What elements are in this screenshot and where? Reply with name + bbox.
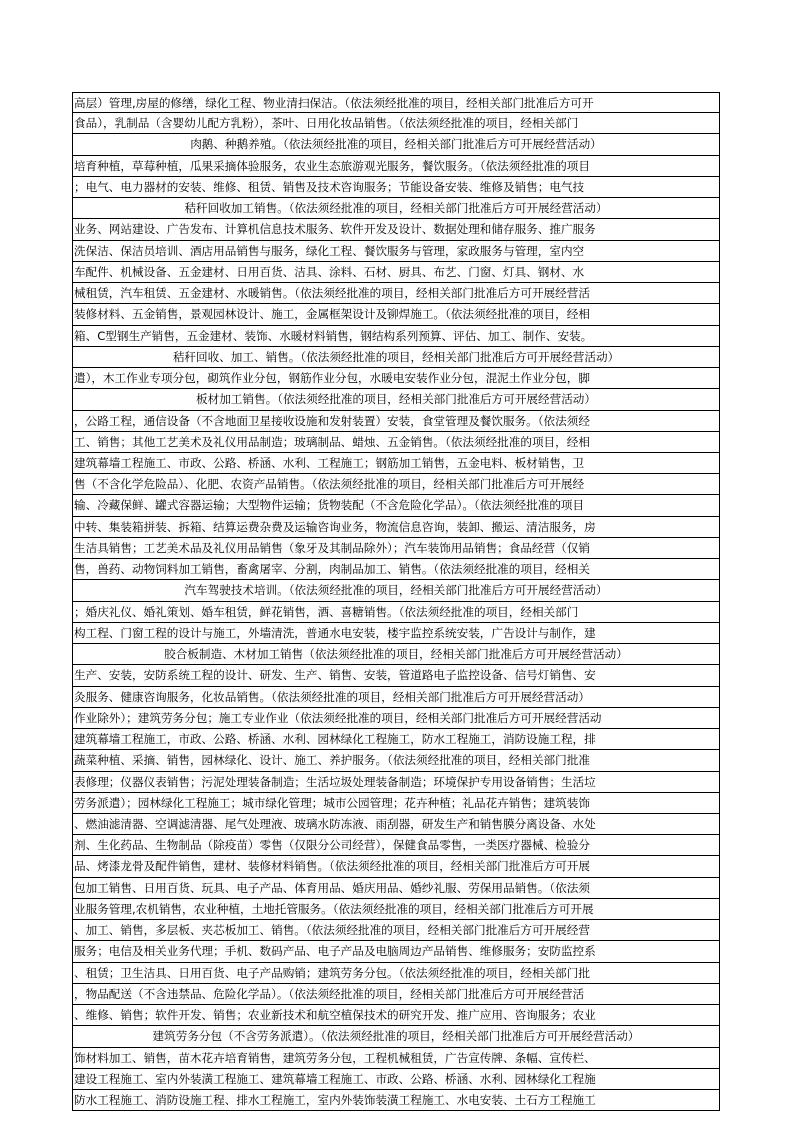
business-scope-text: 生洁具销售；工艺美术品及礼仪用品销售（象牙及其制品除外）；汽车装饰用品销售；食品经营（仅销 <box>74 540 590 555</box>
business-scope-text: 生产、安装，安防系统工程的设计、研发、生产、销售、安装，管道路电子监控设备、信号灯销售、安 <box>74 668 596 683</box>
business-scope-text: 业服务管理,农机销售，农业种植，土地托管服务。（依法须经批准的项目，经相关部门批准后方可开展 <box>74 901 594 916</box>
table-row <box>73 708 719 729</box>
business-scope-text: 构工程、门窗工程的设计与施工，外墙清洗，普通水电安装，楼宇监控系统安装，广告设计与制作，建 <box>74 625 596 640</box>
table-row <box>73 219 719 240</box>
business-scope-text: 遣），木工作业专项分包，砌筑作业分包，钢筋作业分包，水暖电安装作业分包，混泥土作业分包，脚 <box>74 371 590 386</box>
business-scope-text: 、燃油滤清器、空调滤清器、尾气处理液、玻璃水防冻液、雨刮器，研发生产和销售膜分离设备、水处 <box>74 816 596 831</box>
business-scope-text: 秸秆回收、加工、销售。（依法须经批准的项目，经相关部门批准后方可开展经营活动） <box>172 349 620 364</box>
business-scope-text: 械租赁，汽车租赁、五金建材、水暖销售。（依法须经批准的项目，经相关部门批准后方可开展经营活 <box>74 286 590 301</box>
table-row <box>73 772 719 793</box>
table-row <box>73 750 719 771</box>
table-row <box>73 432 719 453</box>
table-row <box>73 920 719 941</box>
business-scope-table <box>72 92 720 1111</box>
business-scope-text: 车配件、机械设备、五金建材、日用百货、洁具、涂料、石材、厨具、布艺、门窗、灯具、钢材、水 <box>74 264 585 279</box>
table-row <box>73 389 719 410</box>
table-row <box>73 729 719 750</box>
table-row <box>73 347 719 368</box>
business-scope-text: 售，兽药、动物饲料加工销售，畜禽屠宰、分割，肉制品加工、销售。（依法须经批准的项目，经相关 <box>74 562 590 577</box>
table-row <box>73 665 719 686</box>
table-row <box>73 304 719 325</box>
business-scope-text: 建筑幕墙工程施工，市政、公路、桥涵、水利、园林绿化工程施工，防水工程施工，消防设施工程，排 <box>74 732 596 747</box>
business-scope-text: 、维修、销售；软件开发、销售；农业新技术和航空植保技术的研究开发、推广应用、咨询服务；农业 <box>74 1008 596 1023</box>
business-scope-text: ；婚庆礼仪、婚礼策划、婚车租赁，鲜花销售，酒、喜糖销售。（依法须经批准的项目，经相关部门 <box>74 604 579 619</box>
table-row <box>73 283 719 304</box>
business-scope-text: 箱、C型钢生产销售，五金建材、装饰、水暖材料销售，钢结构系列预算、评估、加工、制作、安装。 <box>74 328 593 343</box>
table-row <box>73 835 719 856</box>
business-scope-text: ，公路工程，通信设备（不含地面卫星接收设施和发射装置）安装，食堂管理及餐饮服务。（依法须经 <box>74 413 590 428</box>
business-scope-text: 业务、网站建设、广告发布、计算机信息技术服务、软件开发及设计、数据处理和储存服务、推广服务 <box>74 222 596 237</box>
table-row <box>73 856 719 877</box>
business-scope-text: 表修理；仪器仪表销售；污泥处理装备制造；生活垃圾处理装备制造；环境保护专用设备销售；生活垃 <box>74 774 596 789</box>
business-scope-text: 蔬菜种植、采摘、销售，园林绿化、设计、施工、养护服务。（依法须经批准的项目，经相关部门批准 <box>74 753 590 768</box>
table-row <box>73 92 719 113</box>
table-row <box>73 580 719 601</box>
business-scope-text: 防水工程施工、消防设施工程、排水工程施工，室内外装饰装潢工程施工、水电安装、土石方工程施工 <box>74 1093 596 1108</box>
business-scope-text: 、租赁；卫生洁具、日用百货、电子产品购销；建筑劳务分包。（依法须经批准的项目，经相关部门批 <box>74 965 590 980</box>
table-row <box>73 1069 719 1090</box>
business-scope-text: 汽车驾驶技术培训。（依法须经批准的项目，经相关部门批准后方可开展经营活动） <box>184 583 608 598</box>
table-row <box>73 1048 719 1069</box>
business-scope-text: 装修材料、五金销售，景观园林设计、施工，金属框架设计及铆焊施工。（依法须经批准的项目，经相 <box>74 307 590 322</box>
table-row <box>73 793 719 814</box>
table-row <box>73 984 719 1005</box>
table-row <box>73 326 719 347</box>
table-row <box>73 134 719 155</box>
business-scope-text: 秸秆回收加工销售。（依法须经批准的项目，经相关部门批准后方可开展经营活动） <box>184 201 608 216</box>
business-scope-text: 劳务派遣）；园林绿化工程施工；城市绿化管理；城市公园管理；花卉种植；礼品花卉销售；建筑装饰 <box>74 795 590 810</box>
table-row <box>73 878 719 899</box>
business-scope-text: 洗保洁、保洁员培训、酒店用品销售与服务，绿化工程、餐饮服务与管理，家政服务与管理，室内空 <box>74 243 585 258</box>
business-scope-text: 品、烤漆龙骨及配件销售，建材、装修材料销售。（依法须经批准的项目，经相关部门批准后方可开展 <box>74 859 590 874</box>
table-row <box>73 941 719 962</box>
table-row <box>73 453 719 474</box>
table-row <box>73 1005 719 1026</box>
business-scope-text: 中转、集装箱拼装、拆箱、结算运费杂费及运输咨询业务，物流信息咨询，装卸、搬运、清洁服务，房 <box>74 519 596 534</box>
business-scope-text: 、加工、销售，多层板、夹芯板加工、销售。（依法须经批准的项目，经相关部门批准后方可开展经营 <box>74 923 590 938</box>
table-row <box>73 687 719 708</box>
business-scope-text: 工、销售；其他工艺美术及礼仪用品制造；玻璃制品、蜡烛、五金销售。（依法须经批准的项目，经相 <box>74 434 590 449</box>
business-scope-text: 胶合板制造、木材加工销售（依法须经批准的项目，经相关部门批准后方可开展经营活动） <box>164 647 628 662</box>
table-row <box>73 602 719 623</box>
table-row <box>73 262 719 283</box>
table-row <box>73 411 719 432</box>
business-scope-text: 建设工程施工、室内外装潢工程施工、建筑幕墙工程施工、市政、公路、桥涵、水利、园林绿化工程施 <box>74 1071 596 1086</box>
business-scope-text: 剂、生化药品、生物制品（除疫苗）零售（仅限分公司经营），保健食品零售，一类医疗器械、检验分 <box>74 838 590 853</box>
business-scope-text: 售（不含化学危险品）、化肥、农资产品销售。（依法须经批准的项目，经相关部门批准后方可开展经 <box>74 477 585 492</box>
business-scope-text: 输、冷藏保鲜、罐式容器运输；大型物件运输；货物装配（不含危险化学品）。（依法须经批准的项目 <box>74 498 585 513</box>
table-row <box>73 517 719 538</box>
business-scope-text: 食品），乳制品（含婴幼儿配方乳粉），茶叶、日用化妆品销售。（依法须经批准的项目，经相关部门 <box>74 116 579 131</box>
table-row <box>73 1026 719 1047</box>
business-scope-text: 建筑劳务分包（不含劳务派遣）。（依法须经批准的项目，经相关部门批准后方可开展经营活动） <box>152 1029 640 1044</box>
table-row <box>73 113 719 134</box>
business-scope-text: 建筑幕墙工程施工、市政、公路、桥涵、水利、工程施工；钢筋加工销售，五金电料、板材销售，卫 <box>74 455 585 470</box>
business-scope-text: ，物品配送（不含违禁品、危险化学品）。（依法须经批准的项目，经相关部门批准后方可开展经营活 <box>74 986 585 1001</box>
business-scope-text: 板材加工销售。（依法须经批准的项目，经相关部门批准后方可开展经营活动） <box>196 392 596 407</box>
business-scope-text: 灸服务、健康咨询服务，化妆品销售。（依法须经批准的项目，经相关部门批准后方可开展经营活动） <box>74 689 590 704</box>
business-scope-text: 肉鹅、种鹅养殖。（依法须经批准的项目，经相关部门批准后方可开展经营活动） <box>190 137 602 152</box>
table-row <box>73 241 719 262</box>
table-row <box>73 814 719 835</box>
business-scope-text: 高层）管理,房屋的修缮，绿化工程、物业清扫保洁。（依法须经批准的项目，经相关部门批准后方可开 <box>74 96 594 110</box>
table-row <box>73 1090 719 1111</box>
table-row <box>73 899 719 920</box>
table-row <box>73 495 719 516</box>
business-scope-text: 培育种植，草莓种植，瓜果采摘体验服务，农业生态旅游观光服务，餐饮服务。（依法须经批准的项目 <box>74 158 590 173</box>
table-row <box>73 177 719 198</box>
business-scope-text: ；电气、电力器材的安装、维修、租赁、销售及技术咨询服务；节能设备安装、维修及销售；电气技 <box>74 179 585 194</box>
table-row <box>73 623 719 644</box>
table-row <box>73 559 719 580</box>
business-scope-text: 包加工销售、日用百货、玩具、电子产品、体育用品、婚庆用品、婚纱礼服、劳保用品销售。（依法须 <box>74 880 590 895</box>
table-row <box>73 368 719 389</box>
table-row <box>73 474 719 495</box>
business-scope-text: 饰材料加工、销售，苗木花卉培育销售，建筑劳务分包，工程机械租赁，广告宣传牌、条幅、宣传栏、 <box>74 1050 596 1065</box>
business-scope-text: 服务；电信及相关业务代理；手机、数码产品、电子产品及电脑周边产品销售、维修服务；安防监控系 <box>74 944 596 959</box>
table-row <box>73 963 719 984</box>
business-scope-text: 作业除外）；建筑劳务分包；施工专业作业（依法须经批准的项目，经相关部门批准后方可开展经营活动 <box>74 710 602 725</box>
table-row <box>73 644 719 665</box>
table-row <box>73 198 719 219</box>
table-row <box>73 538 719 559</box>
table-row <box>73 156 719 177</box>
